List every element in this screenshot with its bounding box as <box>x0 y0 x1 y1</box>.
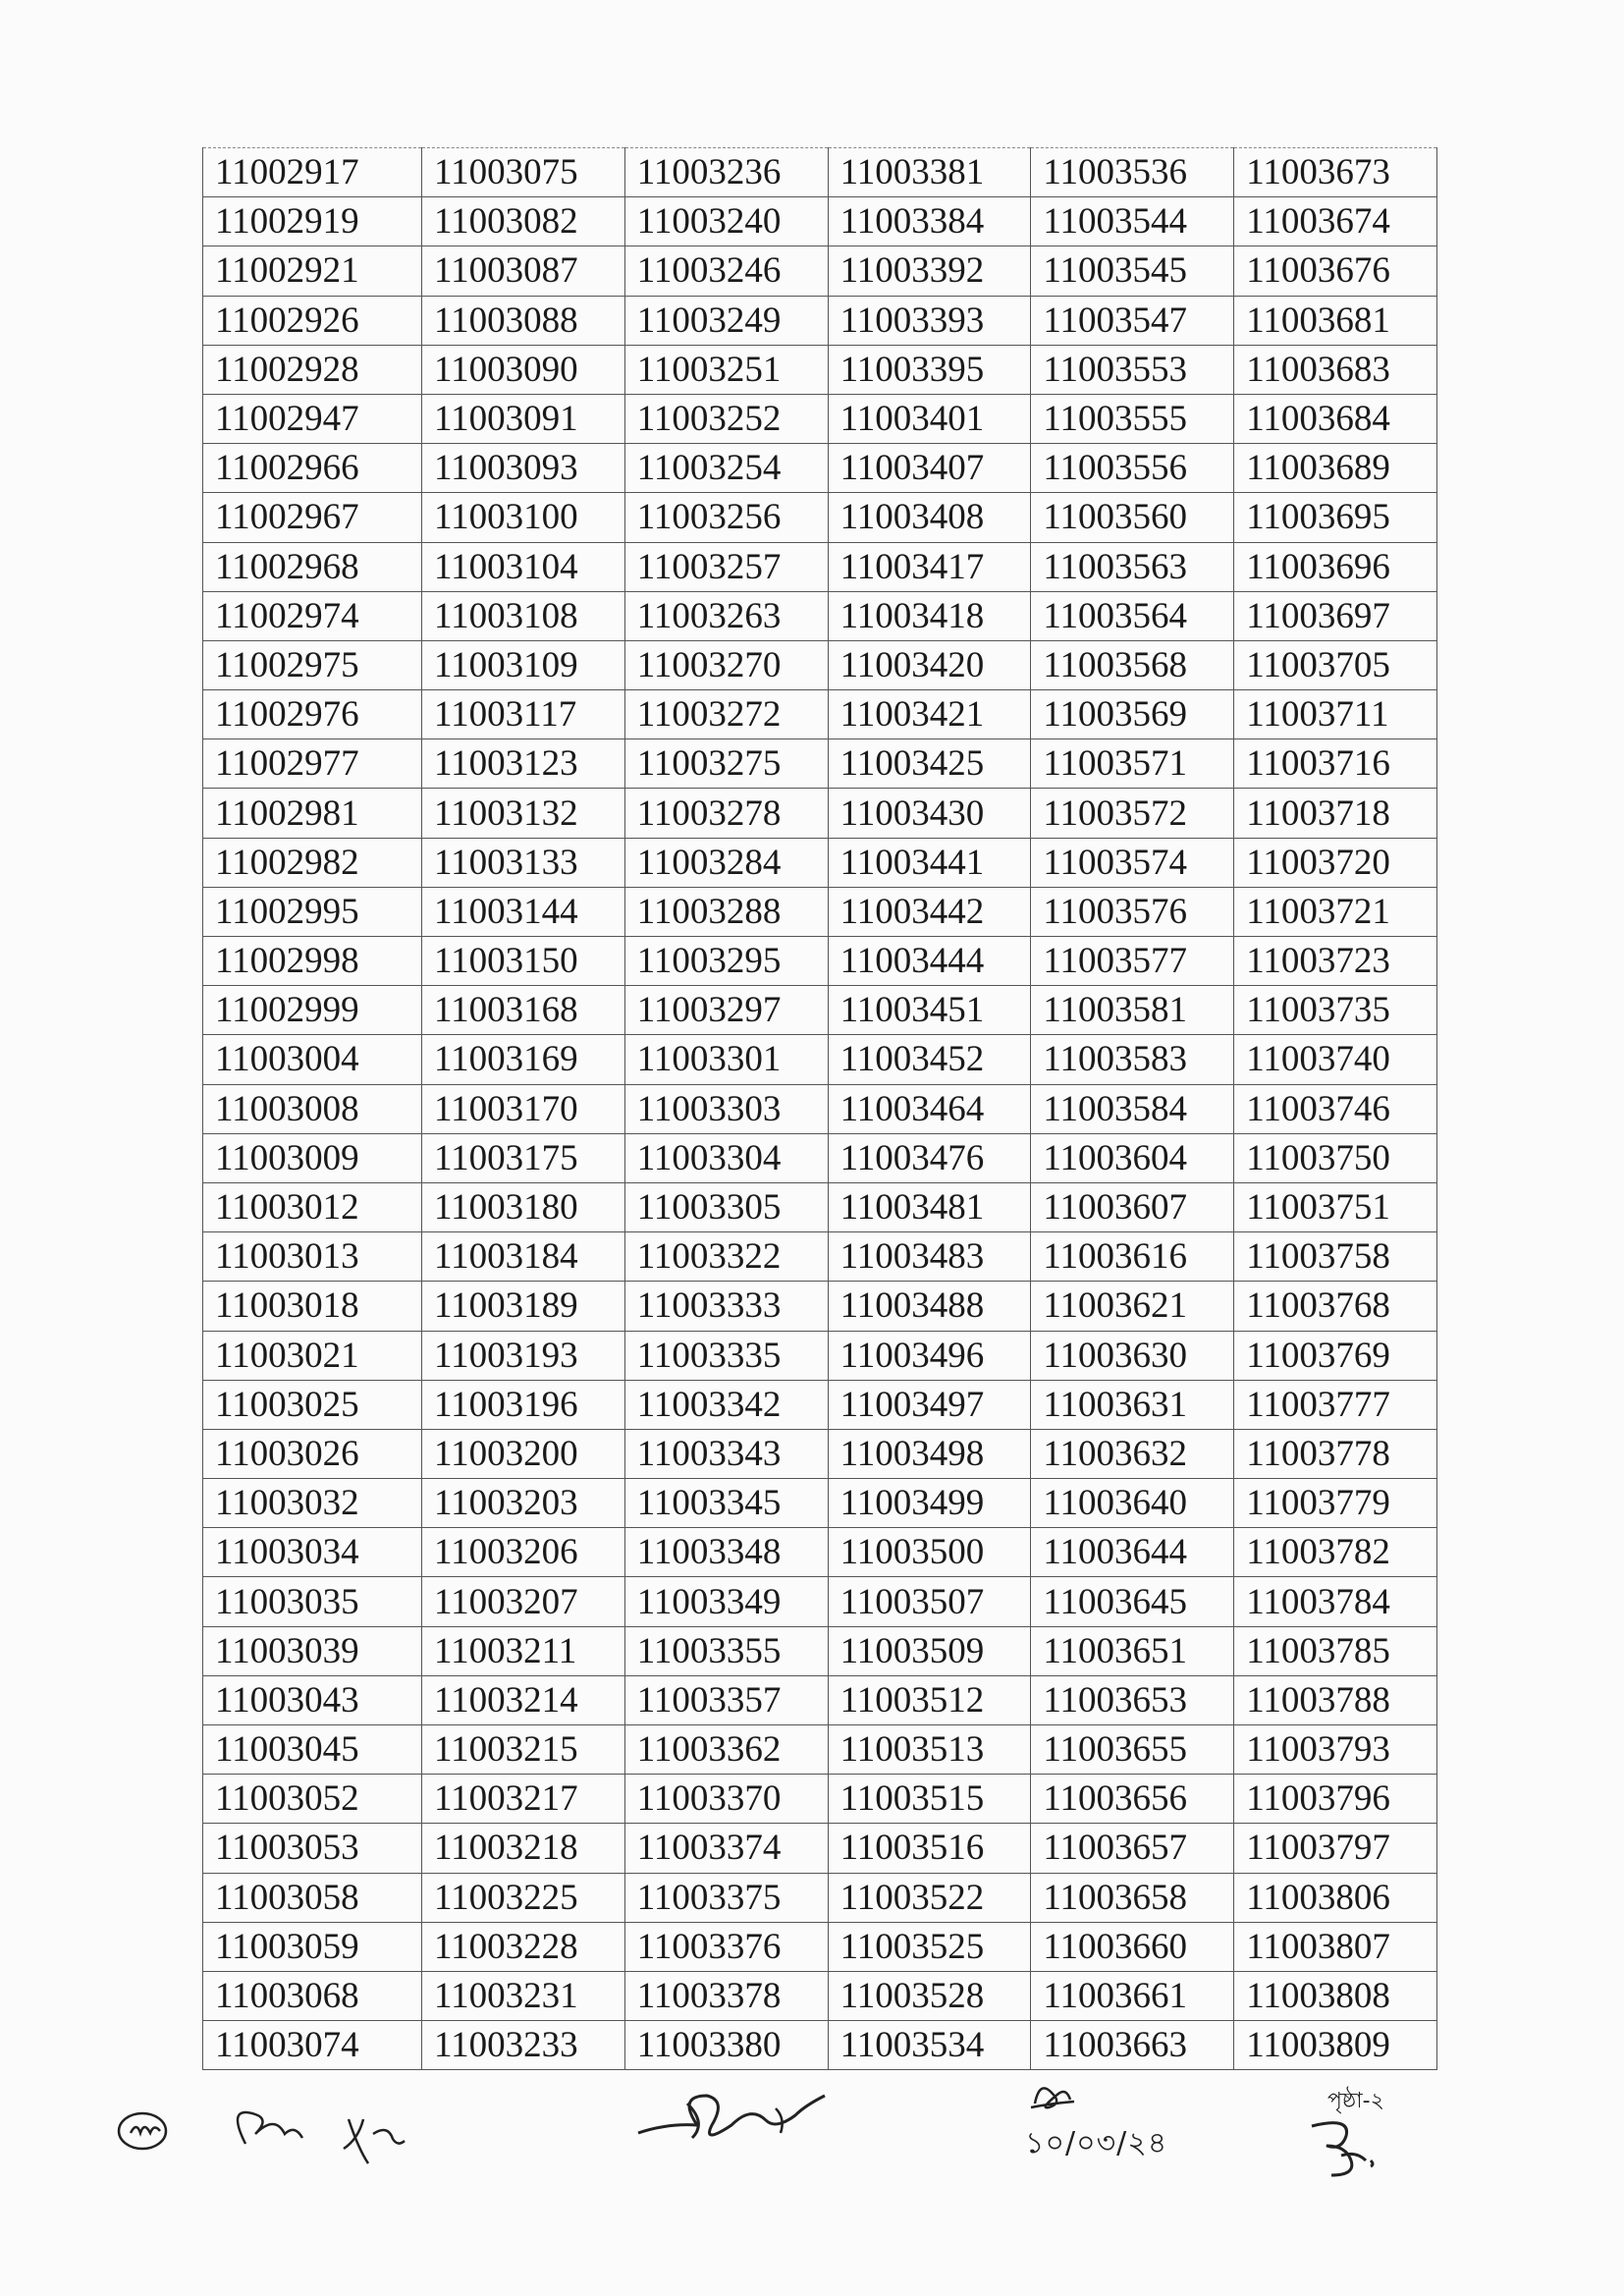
roll-number-cell: 11003272 <box>624 690 828 739</box>
roll-number-cell: 11003193 <box>422 1331 625 1380</box>
roll-number-cell: 11003572 <box>1031 789 1234 838</box>
roll-number-cell: 11003718 <box>1234 789 1437 838</box>
roll-number-cell: 11003563 <box>1031 542 1234 591</box>
table-row <box>203 246 1437 296</box>
roll-number-cell: 11003374 <box>624 1824 828 1873</box>
roll-number-cell: 11003683 <box>1234 345 1437 394</box>
table-row <box>203 937 1437 986</box>
roll-number-cell: 11003660 <box>1031 1922 1234 1971</box>
roll-number-cell: 11003053 <box>203 1824 422 1873</box>
roll-number-cell: 11003008 <box>203 1084 422 1133</box>
roll-number-cell: 11003295 <box>624 937 828 986</box>
roll-number-cell: 11003779 <box>1234 1479 1437 1528</box>
roll-number-cell: 11003233 <box>422 2021 625 2070</box>
table-row <box>203 1528 1437 1577</box>
roll-number-cell: 11003059 <box>203 1922 422 1971</box>
table-row <box>203 690 1437 739</box>
roll-number-cell: 11003568 <box>1031 640 1234 689</box>
roll-number-cell: 11002981 <box>203 789 422 838</box>
roll-number-cell: 11003784 <box>1234 1577 1437 1626</box>
roll-number-cell: 11003663 <box>1031 2021 1234 2070</box>
roll-number-cell: 11003303 <box>624 1084 828 1133</box>
roll-number-cell: 11003451 <box>828 986 1031 1035</box>
roll-number-cell: 11003464 <box>828 1084 1031 1133</box>
signature-2 <box>628 2074 844 2162</box>
roll-number-cell: 11003169 <box>422 1035 625 1084</box>
roll-number-cell: 11003442 <box>828 887 1031 936</box>
roll-number-cell: 11003721 <box>1234 887 1437 936</box>
roll-number-cell: 11003616 <box>1031 1232 1234 1282</box>
table-row <box>203 887 1437 936</box>
roll-number-cell: 11003170 <box>422 1084 625 1133</box>
roll-number-cell: 11003716 <box>1234 739 1437 789</box>
roll-number-cell: 11003384 <box>828 197 1031 246</box>
roll-number-cell: 11002966 <box>203 444 422 493</box>
table-row <box>203 591 1437 640</box>
roll-number-cell: 11003797 <box>1234 1824 1437 1873</box>
signature-4 <box>1302 2111 1390 2180</box>
roll-number-cell: 11003555 <box>1031 394 1234 443</box>
roll-number-cell: 11003035 <box>203 1577 422 1626</box>
table-row <box>203 789 1437 838</box>
roll-number-cell: 11003381 <box>828 148 1031 197</box>
roll-number-cell: 11003769 <box>1234 1331 1437 1380</box>
roll-number-cell: 11003304 <box>624 1133 828 1182</box>
table-row <box>203 1577 1437 1626</box>
roll-number-cell: 11002919 <box>203 197 422 246</box>
roll-number-cell: 11003676 <box>1234 246 1437 296</box>
roll-number-cell: 11003569 <box>1031 690 1234 739</box>
roll-number-cell: 11003516 <box>828 1824 1031 1873</box>
roll-number-cell: 11003584 <box>1031 1084 1234 1133</box>
roll-number-cell: 11003211 <box>422 1626 625 1675</box>
roll-number-cell: 11003653 <box>1031 1675 1234 1724</box>
table-row <box>203 197 1437 246</box>
roll-number-cell: 11002917 <box>203 148 422 197</box>
roll-number-cell: 11003392 <box>828 246 1031 296</box>
roll-number-cell: 11003430 <box>828 789 1031 838</box>
roll-number-cell: 11003583 <box>1031 1035 1234 1084</box>
roll-number-cell: 11003270 <box>624 640 828 689</box>
table-row <box>203 345 1437 394</box>
roll-number-cell: 11003206 <box>422 1528 625 1577</box>
signature-date: ১০/০৩/২৪ <box>1025 2126 1168 2160</box>
roll-number-cell: 11003481 <box>828 1182 1031 1231</box>
roll-number-cell: 11003100 <box>422 493 625 542</box>
roll-number-cell: 11003123 <box>422 739 625 789</box>
roll-number-cell: 11003512 <box>828 1675 1031 1724</box>
roll-number-cell: 11003684 <box>1234 394 1437 443</box>
table-row <box>203 1380 1437 1429</box>
roll-number-cell: 11003343 <box>624 1429 828 1478</box>
roll-number-cell: 11003068 <box>203 1971 422 2020</box>
roll-number-cell: 11003536 <box>1031 148 1234 197</box>
roll-number-cell: 11003640 <box>1031 1479 1234 1528</box>
roll-number-cell: 11003376 <box>624 1922 828 1971</box>
roll-number-cell: 11003228 <box>422 1922 625 1971</box>
roll-number-cell: 11003407 <box>828 444 1031 493</box>
table-row <box>203 1035 1437 1084</box>
roll-number-cell: 11003452 <box>828 1035 1031 1084</box>
roll-number-cell: 11003498 <box>828 1429 1031 1478</box>
roll-number-cell: 11003476 <box>828 1133 1031 1182</box>
roll-number-cell: 11003581 <box>1031 986 1234 1035</box>
roll-number-cell: 11003180 <box>422 1182 625 1231</box>
page-number: পৃষ্ঠা-২ <box>1327 2089 1384 2113</box>
roll-number-cell: 11003196 <box>422 1380 625 1429</box>
roll-number-cell: 11003420 <box>828 640 1031 689</box>
roll-number-cell: 11003039 <box>203 1626 422 1675</box>
roll-number-cell: 11003796 <box>1234 1775 1437 1824</box>
table-row <box>203 640 1437 689</box>
roll-number-cell: 11003045 <box>203 1725 422 1775</box>
roll-number-cell: 11003013 <box>203 1232 422 1282</box>
roll-number-cell: 11003087 <box>422 246 625 296</box>
roll-number-cell: 11003499 <box>828 1479 1031 1528</box>
roll-number-cell: 11003305 <box>624 1182 828 1231</box>
roll-number-cell: 11003256 <box>624 493 828 542</box>
roll-number-cell: 11003034 <box>203 1528 422 1577</box>
roll-number-cell: 11003723 <box>1234 937 1437 986</box>
roll-number-cell: 11003651 <box>1031 1626 1234 1675</box>
roll-number-cell: 11003345 <box>624 1479 828 1528</box>
roll-number-cell: 11003184 <box>422 1232 625 1282</box>
roll-number-cell: 11003251 <box>624 345 828 394</box>
table-row <box>203 493 1437 542</box>
table-row <box>203 739 1437 789</box>
roll-number-cell: 11003750 <box>1234 1133 1437 1182</box>
roll-number-cell: 11003577 <box>1031 937 1234 986</box>
roll-number-cell: 11003231 <box>422 1971 625 2020</box>
table-row <box>203 1824 1437 1873</box>
roll-number-cell: 11003393 <box>828 296 1031 345</box>
roll-number-cell: 11003117 <box>422 690 625 739</box>
roll-number-cell: 11003088 <box>422 296 625 345</box>
roll-number-cell: 11002977 <box>203 739 422 789</box>
roll-number-cell: 11003673 <box>1234 148 1437 197</box>
roll-number-cell: 11003043 <box>203 1675 422 1724</box>
roll-number-cell: 11003735 <box>1234 986 1437 1035</box>
roll-number-cell: 11003607 <box>1031 1182 1234 1231</box>
roll-number-cell: 11003418 <box>828 591 1031 640</box>
roll-number-cell: 11003425 <box>828 739 1031 789</box>
roll-number-cell: 11003090 <box>422 345 625 394</box>
roll-number-cell: 11003104 <box>422 542 625 591</box>
roll-number-cell: 11003547 <box>1031 296 1234 345</box>
table-row <box>203 148 1437 197</box>
roll-number-cell: 11003630 <box>1031 1331 1234 1380</box>
roll-number-cell: 11003249 <box>624 296 828 345</box>
roll-number-cell: 11003705 <box>1234 640 1437 689</box>
roll-number-cell: 11002982 <box>203 838 422 887</box>
roll-number-cell: 11003278 <box>624 789 828 838</box>
roll-number-cell: 11003349 <box>624 1577 828 1626</box>
roll-number-cell: 11003807 <box>1234 1922 1437 1971</box>
roll-number-cell: 11002998 <box>203 937 422 986</box>
table-row <box>203 2021 1437 2070</box>
roll-number-cell: 11003109 <box>422 640 625 689</box>
roll-number-cell: 11002968 <box>203 542 422 591</box>
roll-number-cell: 11003697 <box>1234 591 1437 640</box>
roll-number-cell: 11003576 <box>1031 887 1234 936</box>
roll-number-cell: 11003720 <box>1234 838 1437 887</box>
roll-number-cell: 11003254 <box>624 444 828 493</box>
roll-number-cell: 11003778 <box>1234 1429 1437 1478</box>
table-row <box>203 1873 1437 1922</box>
roll-number-cell: 11003284 <box>624 838 828 887</box>
roll-number-cell: 11003777 <box>1234 1380 1437 1429</box>
roll-number-cell: 11002976 <box>203 690 422 739</box>
roll-number-cell: 11003240 <box>624 197 828 246</box>
roll-number-cell: 11003604 <box>1031 1133 1234 1182</box>
roll-number-cell: 11003809 <box>1234 2021 1437 2070</box>
table-row <box>203 1084 1437 1133</box>
roll-number-cell: 11003168 <box>422 986 625 1035</box>
roll-number-cell: 11003335 <box>624 1331 828 1380</box>
roll-number-cell: 11003322 <box>624 1232 828 1282</box>
roll-number-cell: 11003297 <box>624 986 828 1035</box>
roll-number-cell: 11003395 <box>828 345 1031 394</box>
roll-number-cell: 11003218 <box>422 1824 625 1873</box>
table-row <box>203 1725 1437 1775</box>
roll-number-cell: 11003746 <box>1234 1084 1437 1133</box>
roll-number-cell: 11003525 <box>828 1922 1031 1971</box>
roll-number-cell: 11003200 <box>422 1429 625 1478</box>
roll-number-cell: 11003144 <box>422 887 625 936</box>
roll-number-cell: 11003564 <box>1031 591 1234 640</box>
roll-number-cell: 11002974 <box>203 591 422 640</box>
roll-number-cell: 11003500 <box>828 1528 1031 1577</box>
roll-number-cell: 11003362 <box>624 1725 828 1775</box>
roll-number-cell: 11003355 <box>624 1626 828 1675</box>
roll-number-cell: 11003553 <box>1031 345 1234 394</box>
table-row <box>203 1133 1437 1182</box>
roll-number-cell: 11003661 <box>1031 1971 1234 2020</box>
roll-number-cell: 11003556 <box>1031 444 1234 493</box>
roll-number-cell: 11003091 <box>422 394 625 443</box>
roll-number-cell: 11003175 <box>422 1133 625 1182</box>
signature-1 <box>113 2090 457 2168</box>
roll-number-cell: 11002921 <box>203 246 422 296</box>
roll-number-cell: 11003018 <box>203 1282 422 1331</box>
table-row <box>203 394 1437 443</box>
roll-number-cell: 11003378 <box>624 1971 828 2020</box>
table-row <box>203 838 1437 887</box>
roll-number-cell: 11003370 <box>624 1775 828 1824</box>
table-row <box>203 986 1437 1035</box>
table-row <box>203 542 1437 591</box>
roll-number-cell: 11003246 <box>624 246 828 296</box>
roll-number-cell: 11003509 <box>828 1626 1031 1675</box>
roll-number-cell: 11003058 <box>203 1873 422 1922</box>
roll-number-cell: 11003696 <box>1234 542 1437 591</box>
roll-number-cell: 11003631 <box>1031 1380 1234 1429</box>
roll-number-cell: 11002967 <box>203 493 422 542</box>
roll-number-cell: 11002926 <box>203 296 422 345</box>
roll-number-cell: 11003215 <box>422 1725 625 1775</box>
roll-number-cell: 11003207 <box>422 1577 625 1626</box>
roll-number-cell: 11003417 <box>828 542 1031 591</box>
roll-number-cell: 11003108 <box>422 591 625 640</box>
roll-number-cell: 11003214 <box>422 1675 625 1724</box>
roll-number-cell: 11003082 <box>422 197 625 246</box>
table-row <box>203 1182 1437 1231</box>
roll-number-cell: 11003507 <box>828 1577 1031 1626</box>
roll-number-cell: 11003497 <box>828 1380 1031 1429</box>
roll-number-cell: 11002947 <box>203 394 422 443</box>
roll-number-cell: 11003275 <box>624 739 828 789</box>
roll-number-cell: 11003150 <box>422 937 625 986</box>
table-row <box>203 1331 1437 1380</box>
roll-number-cell: 11003740 <box>1234 1035 1437 1084</box>
roll-number-cell: 11003621 <box>1031 1282 1234 1331</box>
roll-number-cell: 11003528 <box>828 1971 1031 2020</box>
roll-number-cell: 11003768 <box>1234 1282 1437 1331</box>
table-row <box>203 1971 1437 2020</box>
roll-number-cell: 11003252 <box>624 394 828 443</box>
roll-number-cell: 11003806 <box>1234 1873 1437 1922</box>
table-row <box>203 296 1437 345</box>
roll-number-cell: 11002999 <box>203 986 422 1035</box>
roll-number-cell: 11003441 <box>828 838 1031 887</box>
roll-number-cell: 11003751 <box>1234 1182 1437 1231</box>
roll-number-cell: 11003515 <box>828 1775 1031 1824</box>
roll-number-cell: 11003004 <box>203 1035 422 1084</box>
table-row <box>203 1282 1437 1331</box>
roll-number-cell: 11003074 <box>203 2021 422 2070</box>
roll-number-cell: 11003026 <box>203 1429 422 1478</box>
roll-number-cell: 11003545 <box>1031 246 1234 296</box>
roll-number-cell: 11003522 <box>828 1873 1031 1922</box>
roll-number-cell: 11003645 <box>1031 1577 1234 1626</box>
roll-number-cell: 11003574 <box>1031 838 1234 887</box>
roll-number-cell: 11003375 <box>624 1873 828 1922</box>
roll-number-cell: 11003408 <box>828 493 1031 542</box>
table-row <box>203 1429 1437 1478</box>
roll-number-cell: 11003288 <box>624 887 828 936</box>
roll-number-cell: 11003681 <box>1234 296 1437 345</box>
roll-number-cell: 11003674 <box>1234 197 1437 246</box>
roll-number-cell: 11003421 <box>828 690 1031 739</box>
signature-3 <box>1027 2074 1086 2113</box>
roll-number-cell: 11003571 <box>1031 739 1234 789</box>
table-row <box>203 1922 1437 1971</box>
roll-number-cell: 11003217 <box>422 1775 625 1824</box>
roll-number-cell: 11003534 <box>828 2021 1031 2070</box>
roll-number-cell: 11003093 <box>422 444 625 493</box>
roll-number-cell: 11003025 <box>203 1380 422 1429</box>
roll-number-cell: 11003658 <box>1031 1873 1234 1922</box>
roll-number-cell: 11003689 <box>1234 444 1437 493</box>
table-row <box>203 1775 1437 1824</box>
roll-number-cell: 11003488 <box>828 1282 1031 1331</box>
roll-number-cell: 11003785 <box>1234 1626 1437 1675</box>
roll-number-table <box>202 147 1437 2070</box>
roll-number-cell: 11003657 <box>1031 1824 1234 1873</box>
roll-number-cell: 11003236 <box>624 148 828 197</box>
table-row <box>203 1675 1437 1724</box>
roll-number-cell: 11003263 <box>624 591 828 640</box>
roll-number-cell: 11003301 <box>624 1035 828 1084</box>
roll-number-cell: 11003513 <box>828 1725 1031 1775</box>
roll-number-cell: 11003380 <box>624 2021 828 2070</box>
roll-number-cell: 11003357 <box>624 1675 828 1724</box>
roll-number-cell: 11003342 <box>624 1380 828 1429</box>
roll-number-cell: 11003009 <box>203 1133 422 1182</box>
roll-number-cell: 11003695 <box>1234 493 1437 542</box>
roll-number-cell: 11003758 <box>1234 1232 1437 1282</box>
roll-number-cell: 11003560 <box>1031 493 1234 542</box>
roll-number-cell: 11003052 <box>203 1775 422 1824</box>
roll-number-cell: 11002928 <box>203 345 422 394</box>
roll-number-cell: 11003225 <box>422 1873 625 1922</box>
roll-number-cell: 11003782 <box>1234 1528 1437 1577</box>
roll-number-cell: 11003348 <box>624 1528 828 1577</box>
roll-number-cell: 11003496 <box>828 1331 1031 1380</box>
roll-number-cell: 11003132 <box>422 789 625 838</box>
roll-number-cell: 11003644 <box>1031 1528 1234 1577</box>
table-row <box>203 1479 1437 1528</box>
roll-number-cell: 11002995 <box>203 887 422 936</box>
roll-number-cell: 11003133 <box>422 838 625 887</box>
roll-number-cell: 11003793 <box>1234 1725 1437 1775</box>
roll-number-cell: 11003401 <box>828 394 1031 443</box>
roll-number-cell: 11003333 <box>624 1282 828 1331</box>
roll-number-cell: 11003075 <box>422 148 625 197</box>
table-row <box>203 444 1437 493</box>
roll-number-cell: 11003032 <box>203 1479 422 1528</box>
table-row <box>203 1232 1437 1282</box>
roll-number-cell: 11003788 <box>1234 1675 1437 1724</box>
roll-number-cell: 11003012 <box>203 1182 422 1231</box>
roll-number-cell: 11002975 <box>203 640 422 689</box>
roll-number-cell: 11003632 <box>1031 1429 1234 1478</box>
table-row <box>203 1626 1437 1675</box>
roll-number-cell: 11003189 <box>422 1282 625 1331</box>
roll-number-cell: 11003203 <box>422 1479 625 1528</box>
roll-number-cell: 11003711 <box>1234 690 1437 739</box>
roll-number-cell: 11003655 <box>1031 1725 1234 1775</box>
roll-number-cell: 11003257 <box>624 542 828 591</box>
roll-number-cell: 11003656 <box>1031 1775 1234 1824</box>
roll-number-cell: 11003021 <box>203 1331 422 1380</box>
roll-number-cell: 11003808 <box>1234 1971 1437 2020</box>
roll-number-cell: 11003483 <box>828 1232 1031 1282</box>
roll-number-cell: 11003444 <box>828 937 1031 986</box>
roll-number-cell: 11003544 <box>1031 197 1234 246</box>
